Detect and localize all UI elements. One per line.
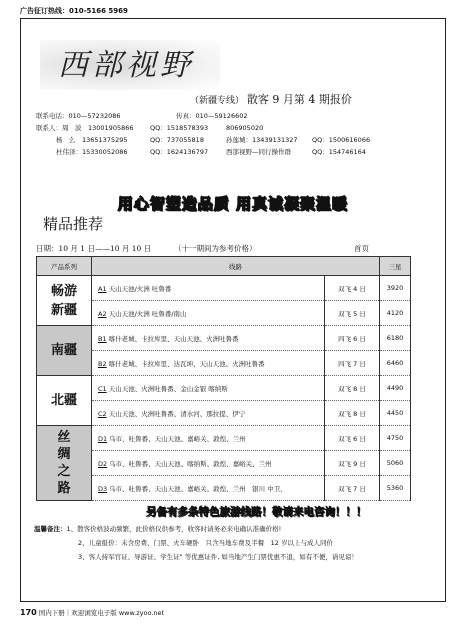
route-code: D2 [98, 459, 108, 468]
note-item: 1、散客价格波动频繁，此价格仅供参考，收客时请务必来电确认准确价格! [66, 525, 282, 533]
note-row [34, 523, 358, 537]
schedule-cell: 双飞 9 日 [325, 451, 380, 476]
contact-item: 联系电话：010—57232086 [36, 112, 121, 120]
contact-item: 西部视野—同行操作群 [226, 148, 291, 156]
table-row [37, 351, 411, 376]
schedule-cell: 双飞 6 日 [325, 426, 380, 451]
route-code: B1 [98, 334, 107, 343]
contact-item: 杨 么 13651375295 [56, 136, 128, 144]
contact-item: QQ：1518578393 [150, 124, 209, 132]
route-code: C2 [98, 409, 107, 418]
region-label: 南疆 [37, 326, 92, 376]
contact-item: QQ：737055818 [150, 136, 204, 144]
note-item: 3、客人持军官证、导游证、学生证" 等优惠证件, 如当地产生门票优惠不退，如有不便，请见谅！ [78, 553, 358, 561]
table-row [37, 401, 411, 426]
table-row [37, 451, 411, 476]
contact-item: QQ：1500616066 [312, 136, 371, 144]
table-header-row [37, 257, 411, 276]
contact-item: 传真：010—59126602 [176, 112, 248, 120]
subtitle-line: （新疆专线） [190, 96, 245, 106]
route-text: 天山天池、火洲吐鲁番、清水河、那拉提、伊宁 [108, 409, 246, 418]
note-item: 2、儿童报价：未含房费、门票、火车硬卧 只含当地车费及半餐 12 岁以上与成人同价 [78, 539, 333, 547]
route-cell [92, 351, 325, 376]
price-cell: 4750 [380, 426, 411, 451]
price-cell: 4450 [380, 401, 411, 426]
price-cell: 5060 [380, 451, 411, 476]
notes-block [34, 523, 358, 565]
table-row [37, 426, 411, 451]
footer-text: 国内下册｜欢迎浏览电子版 www.zyoo.net [38, 609, 165, 617]
table-row [37, 476, 411, 501]
price-cell: 5360 [380, 476, 411, 501]
route-text: 乌市、吐鲁番、天山天池、嘉峪关、敦煌、兰州 [109, 434, 246, 443]
price-cell: 4120 [380, 301, 411, 326]
route-cell [92, 476, 325, 501]
note-row [34, 537, 358, 551]
holiday-note: （十一期间为参考价格） [174, 244, 257, 253]
route-cell [92, 301, 325, 326]
contact-item: 806905020 [226, 124, 264, 132]
header-tier: 三星 [380, 257, 411, 276]
route-text: 天山天池/火洲 吐鲁番/南山 [108, 309, 187, 318]
schedule-cell: 双飞 5 日 [325, 301, 380, 326]
schedule-cell: 四飞 6 日 [325, 326, 380, 351]
contact-item: QQ：154746164 [312, 148, 366, 156]
route-text: 乌市、吐鲁番、天山天池、嘉峪关、敦煌、兰州 银川 中卫、 [109, 484, 287, 493]
region-label: 北疆 [37, 376, 92, 426]
route-code: C1 [98, 384, 107, 393]
table-row [37, 376, 411, 401]
route-text: 喀什老城、卡拉库里、天山天池、火洲吐鲁番 [108, 334, 239, 343]
date-line [36, 243, 426, 254]
route-cell [92, 326, 325, 351]
schedule-cell: 四飞 7 日 [325, 351, 380, 376]
notes-heading: 温馨备注： [34, 525, 67, 533]
route-price-table [36, 256, 411, 501]
slogan-text: 用心智塑造品质 用真诚凝聚温暖 [117, 195, 349, 213]
header-series: 产品系列 [37, 257, 92, 276]
schedule-cell: 双飞 8 日 [325, 376, 380, 401]
route-code: D1 [98, 434, 108, 443]
page-label: 首页 [354, 244, 369, 253]
schedule-cell: 双飞 7 日 [325, 476, 380, 501]
ad-hotline: 广告征订热线：010-5166 5969 [20, 7, 128, 15]
contact-item: 孙莲城：13439131327 [226, 136, 298, 144]
price-cell: 4490 [380, 376, 411, 401]
page-number: 170 [20, 608, 37, 617]
price-cell: 6460 [380, 351, 411, 376]
note-row [34, 551, 358, 565]
route-cell [92, 401, 325, 426]
route-code: D3 [98, 484, 108, 493]
route-text: 天山天池/火洲 吐鲁番 [108, 284, 172, 293]
schedule-cell: 双飞 4 日 [325, 276, 380, 301]
route-cell [92, 426, 325, 451]
section-title: 精品推荐 [43, 215, 104, 233]
route-code: A2 [98, 309, 107, 318]
subtitle-price-issue: 散客 9 月第 4 期报价 [246, 93, 352, 106]
price-cell: 3920 [380, 276, 411, 301]
route-code: A1 [98, 284, 107, 293]
table-row [37, 326, 411, 351]
route-code: B2 [98, 359, 107, 368]
subtitle [190, 91, 352, 107]
region-label: 丝 绸 之 路 [37, 426, 92, 501]
region-label: 畅游 新疆 [37, 276, 92, 326]
table-row [37, 301, 411, 326]
more-routes-note: 另备有多条特色旅游线路！敬请来电咨询！！！ [146, 506, 367, 518]
contact-item: QQ：1624136797 [150, 148, 209, 156]
header-route: 线路 [92, 257, 380, 276]
route-text: 天山天池、火洲吐鲁番、金山金银 喀纳斯 [108, 384, 228, 393]
route-cell [92, 276, 325, 301]
schedule-cell: 双飞 8 日 [325, 401, 380, 426]
date-range: 日期：10 月 1 日——10 月 10 日 [36, 244, 152, 253]
contact-item: 杜伟泽：15330052086 [56, 148, 128, 156]
route-text: 乌市、吐鲁番、天山天池、喀纳斯、敦煌、嘉峪关、兰州 [109, 459, 272, 468]
slogan-banner [22, 193, 444, 214]
route-cell [92, 376, 325, 401]
price-cell: 6180 [380, 326, 411, 351]
logo: 西部视野 [58, 48, 194, 83]
route-text: 喀什老城、卡拉库里、达瓦坤、天山天池、火洲吐鲁番 [108, 359, 265, 368]
table-row [37, 276, 411, 301]
contact-item: 联系人：周 波 13001905866 [36, 124, 134, 132]
route-cell [92, 451, 325, 476]
footer [20, 608, 164, 617]
